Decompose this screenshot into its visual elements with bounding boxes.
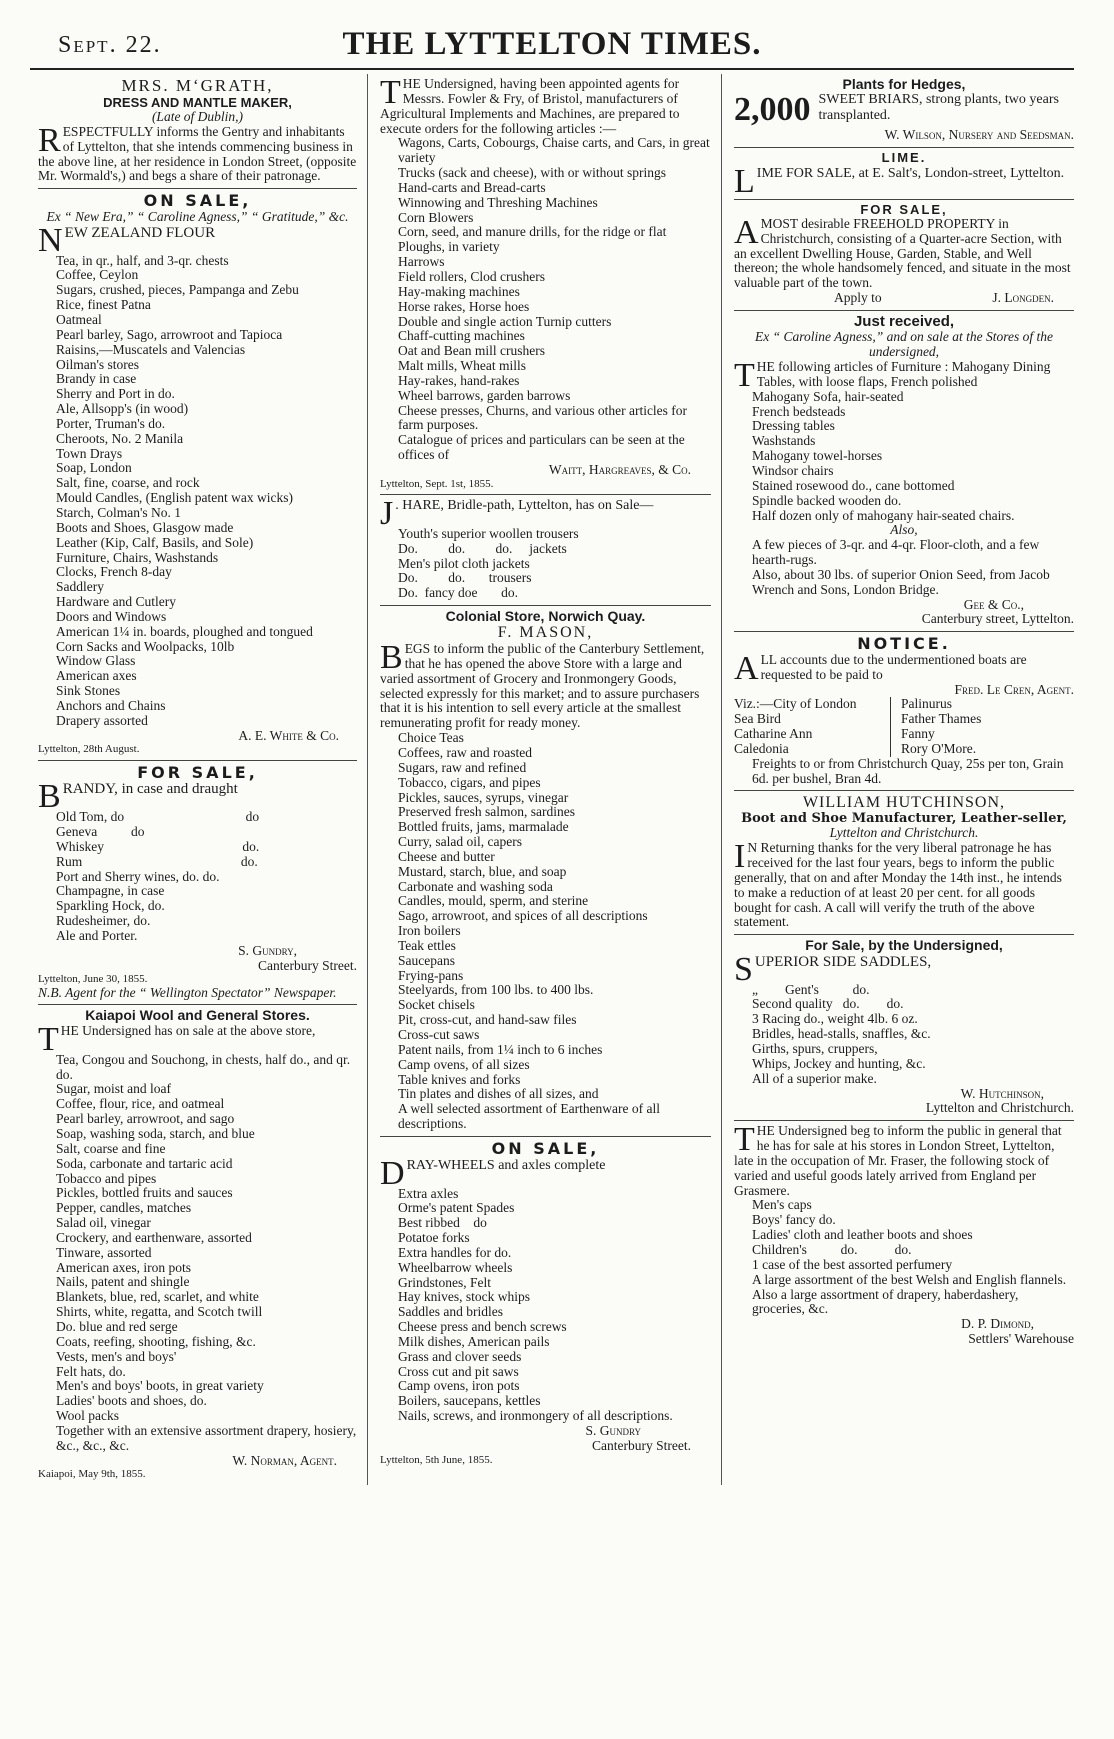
issue-date: Sept. 22. [58, 32, 162, 58]
drop-cap: D [380, 1154, 405, 1192]
list-item: Old Tom, do do [56, 809, 260, 825]
columns [30, 74, 1074, 1485]
list-item: Sugars, raw and refined [398, 759, 527, 775]
list-item: Salad oil, vinegar [56, 1215, 151, 1231]
list-item: Girths, spurs, cruppers, [752, 1041, 878, 1057]
list-item: Horse rakes, Horse hoes [398, 298, 530, 314]
list-item: Windsor chairs [752, 462, 834, 478]
list-item: Wheel barrows, garden barrows [398, 387, 571, 403]
ad-address: Lyttelton and Christchurch. [925, 1100, 1074, 1116]
ad-dateline: Kaiapoi, May 9th, 1855. [38, 1468, 146, 1481]
list-item: All of a superior make. [752, 1070, 877, 1086]
ad-dateline: Lyttelton, 28th August. [38, 743, 140, 756]
list-item: Viz.:—City of London [734, 696, 857, 712]
list-item: Candles, mould, sperm, and sterine [398, 893, 589, 909]
ad-lead: HE Undersigned beg to inform the public in general that he has for sale at his stores in London Street, Lyttelton, late in the occupation of Mr. Fraser, the following stock of varied and useful goods lately arrived from England per Grasmere. [734, 1123, 1062, 1198]
list-item: Washstands [752, 433, 816, 449]
list-item: Frying-pans [398, 967, 464, 983]
ad-agent: Fred. Le Cren, Agent. [954, 681, 1074, 697]
list-item: Steelyards, from 100 lbs. to 400 lbs. [398, 982, 594, 998]
list-item: Saucepans [398, 952, 455, 968]
ad-heading: LIME. [881, 150, 927, 166]
list-item: Curry, salad oil, capers [398, 834, 522, 850]
list-item: Soap, washing soda, starch, and blue [56, 1126, 255, 1141]
list-item: Grass and clover seeds [398, 1348, 522, 1364]
ad-heading: Colonial Store, Norwich Quay. [445, 608, 646, 625]
list-item: Best ribbed do [398, 1215, 487, 1231]
list-item: Men's pilot cloth jackets [398, 555, 530, 571]
list-item: Leather (Kip, Calf, Basils, and Sole) [56, 534, 254, 550]
list-item: Table knives and forks [398, 1071, 521, 1087]
item-list [380, 527, 711, 601]
list-item: Cross-cut saws [398, 1027, 480, 1043]
list-item: Caledonia [734, 740, 789, 756]
list-item: Cheroots, No. 2 Manila [56, 430, 184, 446]
ad-signer: W. Wilson, Nursery and Seedsman. [884, 127, 1074, 143]
list-item: Wheelbarrow wheels [398, 1259, 513, 1275]
list-item: Drapery assorted [56, 712, 148, 728]
list-item: Blankets, blue, red, scarlet, and white [56, 1289, 259, 1305]
ad-heading: ON SALE, [491, 1138, 600, 1158]
ad-apply: Apply to [834, 290, 882, 306]
list-item: Hardware and Cutlery [56, 594, 176, 610]
list-item: Pickles, bottled fruits and sauces [56, 1185, 233, 1201]
paper-title: THE LYTTELTON TIMES. [342, 26, 762, 62]
list-item: Sea Bird [734, 711, 781, 727]
list-item: Corn, seed, and manure drills, for the ridge or flat [398, 224, 667, 240]
list-item: Coffees, raw and roasted [398, 744, 532, 760]
list-item: Rum do. [56, 853, 258, 869]
list-item: Children's do. do. [752, 1241, 912, 1257]
ad-place: Lyttelton and Christchurch. [829, 825, 979, 841]
ad-heading: FOR SALE, [860, 201, 948, 217]
list-item: A large assortment of the best Welsh and English flannels. [752, 1271, 1067, 1287]
ad-address: Settlers' Warehouse [968, 1331, 1074, 1347]
drop-cap: T [380, 74, 401, 111]
ad-lead: UPERIOR SIDE SADDLES, [754, 953, 932, 970]
list-item: Cheese and butter [398, 848, 495, 864]
ad-closing: Together with an extensive assortment drapery, hosiery, &c., &c., &c. [56, 1422, 357, 1453]
list-item: Champagne, in case [56, 883, 165, 899]
ad-address: Canterbury Street. [258, 957, 357, 973]
list-item: Ploughs, in variety [398, 239, 500, 255]
list-item: Tobacco, cigars, and pipes [398, 774, 541, 790]
ad-kaiapoi [38, 1005, 357, 1484]
list-item: Orme's patent Spades [398, 1200, 515, 1216]
ad-notice [734, 632, 1074, 791]
ad-lead: RAY-WHEELS and axles complete [406, 1157, 606, 1173]
list-item: Town Drays [56, 445, 123, 461]
list-item: Nails, patent and shingle [56, 1274, 190, 1290]
list-item: Bottled fruits, jams, marmalade [398, 819, 569, 835]
list-item: Pearl barley, arrowroot, and sago [56, 1111, 235, 1127]
list-item: Rice, finest Patna [56, 297, 151, 313]
list-item: Mould Candles, (English patent wax wicks) [56, 490, 293, 506]
drop-cap: B [380, 639, 403, 677]
ad-heading: Just received, [853, 312, 955, 330]
list-item: Window Glass [56, 653, 136, 669]
ad-lead: N Returning thanks for the very liberal patronage he has received for the last four years, begs to inform the public generally, that on and after Monday the 14th inst., he intends to make a reduction of at least 20 per cent. for all goods bought for cash. A call will verify the truth of the above statement. [734, 840, 1062, 930]
list-item: Vests, men's and boys' [56, 1348, 177, 1364]
ad-address: Canterbury Street. [592, 1437, 691, 1453]
list-item: Do. do. trousers [398, 570, 532, 586]
ad-lead: IME FOR SALE, at E. Salt's, London-street, Lyttelton. [756, 165, 1065, 181]
list-item: Preserved fresh salmon, sardines [398, 804, 575, 820]
list-item: Trucks (sack and cheese), with or without springs [398, 165, 666, 181]
list-item: Fanny [901, 726, 935, 742]
ad-longden [734, 200, 1074, 311]
list-item: Ale, Allsopp's (in wood) [56, 401, 189, 417]
list-item: Men's and boys' boots, in great variety [56, 1378, 264, 1394]
list-item: Hay-rakes, hand-rakes [398, 372, 520, 388]
ad-signer: W. Hutchinson, [960, 1085, 1044, 1101]
list-item: Grindstones, Felt [398, 1274, 491, 1290]
list-item: Youth's superior woollen trousers [398, 525, 579, 541]
item-list [38, 254, 357, 729]
list-item: Tobacco and pipes [56, 1170, 157, 1186]
item-list [38, 1053, 357, 1424]
list-item: 3 Racing do., weight 4lb. 6 oz. [752, 1011, 918, 1027]
boat-list-left [734, 697, 891, 756]
ad-lead: HE Undersigned, having been appointed agents for Messrs. Fowler & Fry, of Bristol, manufacturers of Agricultural Implements and Machines, are prepared to execute orders for the following articles :— [380, 76, 680, 136]
ad-lead: HE Undersigned has on sale at the above store, [60, 1022, 316, 1038]
drop-cap: T [734, 1121, 755, 1159]
list-item: Mahogany Sofa, hair-seated [752, 388, 904, 404]
list-item: Bridles, head-stalls, snaffles, &c. [752, 1026, 931, 1042]
list-item: Extra handles for do. [398, 1244, 512, 1260]
list-item: Mustard, starch, blue, and soap [398, 863, 567, 879]
list-item: Sugar, moist and loaf [56, 1081, 171, 1097]
ad-lead: LL accounts due to the undermentioned boats are requested to be paid to [760, 651, 1027, 682]
list-item: Ladies' boots and shoes, do. [56, 1393, 207, 1409]
drop-cap: I [734, 838, 746, 876]
list-item: Whiskey do. [56, 838, 260, 854]
list-item: Half dozen only of mahogany hair-seated chairs. [752, 507, 1015, 523]
ad-signer: W. Norman, Agent. [232, 1452, 337, 1468]
list-item: Salt, coarse and fine [56, 1140, 166, 1156]
ad-signer: S. Gundry, [238, 942, 297, 958]
list-item: Chaff-cutting machines [398, 328, 525, 344]
ad-dateline: Lyttelton, Sept. 1st, 1855. [380, 477, 494, 490]
ad-heading: ON SALE, [143, 191, 252, 211]
list-item: Soda, carbonate and tartaric acid [56, 1155, 233, 1171]
ad-lead: . HARE, Bridle-path, Lyttelton, has on Sale— [395, 497, 654, 513]
ad-heading: FOR SALE, [137, 762, 258, 782]
ad-hare [380, 495, 711, 606]
list-item: Clocks, French 8-day [56, 564, 172, 580]
ad-mason [380, 606, 711, 1137]
list-item: Do. fancy doe do. [398, 585, 518, 601]
ad-gundry-brandy [38, 761, 357, 1006]
list-item: Hand-carts and Bread-carts [398, 179, 546, 195]
list-item: Sago, arrowroot, and spices of all descriptions [398, 908, 648, 924]
ad-subtitle: (Late of Dublin,) [151, 108, 244, 124]
item-list [734, 983, 1074, 1087]
list-item: Wool packs [56, 1408, 120, 1424]
list-item: Sink Stones [56, 683, 121, 699]
list-item: American axes [56, 668, 137, 684]
list-item: Rudesheimer, do. [56, 913, 151, 929]
ad-note: N.B. Agent for the “ Wellington Spectator” Newspaper. [38, 984, 337, 1000]
list-item: 1 case of the best assorted perfumery [752, 1256, 953, 1272]
ad-signer: A. E. White & Co. [238, 727, 339, 743]
list-item: Tea, Congou and Souchong, in chests, half do., and qr. do. [56, 1051, 351, 1082]
list-item: Corn Sacks and Woolpacks, 10lb [56, 638, 235, 654]
list-item: Doors and Windows [56, 608, 167, 624]
ad-body: ESPECTFULLY informs the Gentry and inhabitants of Lyttelton, that she intends commencing business in the above line, at her residence in London Street, (opposite Mr. Wormald's,) and begs a share of their patronage. [38, 123, 357, 184]
item-list [734, 390, 1074, 524]
list-item: Ladies' cloth and leather boots and shoes [752, 1227, 973, 1243]
list-item: Spindle backed wooden do. [752, 492, 902, 508]
list-item: Milk dishes, American pails [398, 1333, 550, 1349]
list-item: Catharine Ann [734, 726, 813, 742]
list-item: Camp ovens, of all sizes [398, 1056, 530, 1072]
list-item: Shirts, white, regatta, and Scotch twill [56, 1304, 263, 1320]
ad-name: F. MASON, [497, 624, 594, 642]
ad-signer: Waitt, Hargreaves, & Co. [548, 461, 691, 477]
ad-dimond [734, 1121, 1074, 1351]
list-item: Saddlery [56, 579, 104, 595]
drop-cap: N [38, 221, 63, 259]
ad-ships: Ex “ New Era,” “ Caroline Agness,” “ Gratitude,” &c. [46, 208, 349, 224]
list-item: Porter, Truman's do. [56, 415, 166, 431]
list-item: Hay-making machines [398, 283, 520, 299]
ad-lead: MOST desirable FREEHOLD PROPERTY in Christchurch, consisting of a Quarter-acre Section, with an excellent Dwelling House, Garden, Stable, and Well thereon; the whole handsomely fenced, and situate in the most valuable part of the town. [734, 215, 1071, 291]
list-item: Port and Sherry wines, do. do. [56, 868, 220, 884]
list-item: Palinurus [901, 696, 953, 712]
list-item: Salt, fine, coarse, and rock [56, 475, 200, 491]
item-list [734, 1198, 1074, 1317]
list-item: Oilman's stores [56, 356, 140, 372]
list-item: Anchors and Chains [56, 697, 166, 713]
list-item: Do. do. do. jackets [398, 540, 567, 556]
list-item: Cheese presses, Churns, and various other articles for farm purposes. [398, 402, 688, 433]
ad-trade: DRESS AND MANTLE MAKER, [103, 94, 292, 110]
list-item: Coffee, flour, rice, and oatmeal [56, 1096, 225, 1112]
ad-mcgrath [38, 74, 357, 189]
ad-closing: Catalogue of prices and particulars can be seen at the offices of [398, 432, 685, 463]
list-item: Dressing tables [752, 418, 835, 434]
ad-subtitle: Ex “ Caroline Agness,” and on sale at the Stores of the undersigned, [755, 329, 1053, 360]
list-item: Boots and Shoes, Glasgow made [56, 519, 234, 535]
list-item: French bedsteads [752, 403, 846, 419]
drop-cap: L [734, 162, 755, 200]
ad-hutchinson [734, 791, 1074, 935]
list-item: Oatmeal [56, 312, 102, 328]
drop-cap: J [380, 494, 394, 532]
column-2 [368, 74, 722, 1485]
list-item: Furniture, Chairs, Washstands [56, 549, 219, 565]
ad-heading: For Sale, by the Undersigned, [805, 937, 1003, 954]
list-item: Mahogany towel-horses [752, 448, 883, 464]
list-item: Boilers, saucepans, kettles [398, 1393, 541, 1409]
ad-name: WILLIAM HUTCHINSON, [802, 794, 1006, 812]
list-item: Brandy in case [56, 371, 137, 387]
list-item: Sugars, crushed, pieces, Pampanga and Zebu [56, 282, 299, 298]
item-list [380, 731, 711, 1132]
list-item: Ale and Porter. [56, 927, 138, 943]
masthead [30, 22, 1074, 68]
list-item: Winnowing and Threshing Machines [398, 194, 598, 210]
masthead-rule [30, 68, 1074, 70]
ad-freight: Freights to or from Christchurch Quay, 25s per ton, Grain 6d. per bushel, Bran 4d. [752, 755, 1064, 786]
list-item: Hay knives, stock whips [398, 1289, 530, 1305]
list-item: American 1¼ in. boards, ploughed and tongued [56, 623, 313, 639]
list-item: Carbonate and washing soda [398, 878, 553, 894]
list-item: Men's caps [752, 1197, 812, 1213]
ad-waitt [380, 74, 711, 495]
ad-trade: Boot and Shoe Manufacturer, Leather-seller, [741, 811, 1067, 827]
ad-dateline: Lyttelton, June 30, 1855. [38, 973, 148, 986]
ad-lime [734, 148, 1074, 199]
list-item: Wagons, Carts, Cobourgs, Chaise carts, and Cars, in great variety [398, 135, 710, 166]
item-list [38, 810, 357, 944]
list-item: Oat and Bean mill crushers [398, 343, 545, 359]
ad-saddles [734, 935, 1074, 1121]
list-item: Starch, Colman's No. 1 [56, 504, 182, 520]
ad-address: Canterbury street, Lyttelton. [921, 611, 1074, 627]
list-item: Iron boilers [398, 923, 461, 939]
list-item: Pit, cross-cut, and hand-saw files [398, 1012, 577, 1028]
ad-extra: Also, about 30 lbs. of superior Onion Seed, from Jacob Wrench and Sons, London Bridge. [752, 566, 1050, 597]
list-item: Raisins,—Muscatels and Valencias [56, 341, 246, 357]
drop-cap: A [734, 213, 759, 251]
ad-heading: Kaiapoi Wool and General Stores. [85, 1007, 310, 1024]
list-item: Potatoe forks [398, 1230, 470, 1246]
item-list [380, 1187, 711, 1425]
list-item: Do. blue and red serge [56, 1318, 178, 1334]
drop-cap: T [734, 357, 755, 395]
drop-cap: A [734, 649, 759, 687]
item-list [380, 136, 711, 433]
list-item: Choice Teas [398, 730, 464, 746]
list-item: Soap, London [56, 460, 132, 476]
ad-signer: Gee & Co., [963, 596, 1024, 612]
list-item: Rory O'More. [901, 740, 977, 756]
list-item: Stained rosewood do., cane bottomed [752, 477, 955, 493]
ad-body: SWEET BRIARS, strong plants, two years transplanted. [818, 92, 1059, 123]
list-item: Teak ettles [398, 937, 456, 953]
ad-lead: HE following articles of Furniture : Mahogany Dining Tables, with loose flaps, French polished [756, 359, 1051, 389]
list-item: Sherry and Port in do. [56, 386, 175, 402]
list-item: Whips, Jockey and hunting, &c. [752, 1055, 926, 1071]
ad-white [38, 189, 357, 760]
list-item: Sparkling Hock, do. [56, 898, 165, 914]
list-item: Pickles, sauces, syrups, vinegar [398, 789, 569, 805]
ad-name: MRS. MʻGRATH, [121, 76, 274, 95]
list-item: Father Thames [901, 711, 982, 727]
list-item: Pepper, candles, matches [56, 1200, 192, 1216]
list-item: Also a large assortment of drapery, haberdashery, groceries, &c. [752, 1286, 1022, 1317]
boat-list [734, 697, 1074, 756]
list-item: „ Gent's do. [752, 981, 870, 997]
ad-quantity: 2,000 [734, 91, 811, 129]
ad-signer: S. Gundry [585, 1423, 641, 1439]
ad-lead: RANDY, in case and draught [62, 781, 238, 798]
list-item: Field rollers, Clod crushers [398, 268, 545, 284]
list-item: Camp ovens, iron pots [398, 1378, 520, 1394]
boat-list-right [891, 697, 981, 756]
list-item: Geneva do [56, 824, 145, 840]
list-item: Coats, reefing, shooting, fishing, &c. [56, 1333, 256, 1349]
list-item: Nails, screws, and ironmongery of all descriptions. [398, 1408, 673, 1424]
ad-heading: Plants for Hedges, [842, 76, 966, 92]
list-item: Boys' fancy do. [752, 1212, 836, 1228]
column-3 [722, 74, 1074, 1485]
list-item: Socket chisels [398, 997, 475, 1013]
ad-gee [734, 311, 1074, 632]
list-item: Harrows [398, 254, 445, 270]
drop-cap: T [38, 1020, 59, 1058]
list-item: Crockery, and earthenware, assorted [56, 1229, 252, 1245]
drop-cap: R [38, 121, 61, 159]
list-item: Felt hats, do. [56, 1363, 126, 1379]
ad-heading: NOTICE. [857, 634, 951, 654]
ad-lead: EW ZEALAND FLOUR [64, 224, 216, 241]
list-item: A well selected assortment of Earthenware of all descriptions. [398, 1101, 661, 1132]
ad-signer: D. P. Dimond, [961, 1316, 1034, 1332]
list-item: Coffee, Ceylon [56, 267, 139, 283]
list-item: Cheese press and bench screws [398, 1319, 567, 1335]
ad-dateline: Lyttelton, 5th June, 1855. [380, 1453, 493, 1466]
ad-lead: EGS to inform the public of the Canterbury Settlement, that he has opened the above Store with a large and varied assortment of Grocery and Ironmongery Goods, selected expressly for this market; and to assure purchasers that it is his intention to sell every article at the smallest remunerating profit for ready money. [380, 641, 705, 731]
list-item: Tinware, assorted [56, 1244, 152, 1260]
ad-signer: J. Longden. [992, 290, 1054, 306]
column-1 [30, 74, 368, 1485]
list-item: Corn Blowers [398, 209, 474, 225]
list-item: Cross cut and pit saws [398, 1363, 519, 1379]
ad-also: Also, [890, 522, 918, 538]
list-item: Tin plates and dishes of all sizes, and [398, 1086, 599, 1102]
drop-cap: B [38, 778, 61, 816]
list-item: Extra axles [398, 1185, 459, 1201]
ad-gundry-drays [380, 1137, 711, 1470]
list-item: Saddles and bridles [398, 1304, 503, 1320]
list-item: American axes, iron pots [56, 1259, 191, 1275]
ad-wilson [734, 74, 1074, 148]
list-item: Patent nails, from 1¼ inch to 6 inches [398, 1041, 603, 1057]
list-item: Second quality do. do. [752, 996, 904, 1012]
ad-extra: A few pieces of 3-qr. and 4-qr. Floor-cloth, and a few hearth-rugs. [752, 537, 1040, 568]
list-item: Tea, in qr., half, and 3-qr. chests [56, 252, 229, 268]
list-item: Pearl barley, Sago, arrowroot and Tapioca [56, 326, 283, 342]
list-item: Double and single action Turnip cutters [398, 313, 612, 329]
list-item: Malt mills, Wheat mills [398, 358, 526, 374]
drop-cap: S [734, 950, 753, 988]
